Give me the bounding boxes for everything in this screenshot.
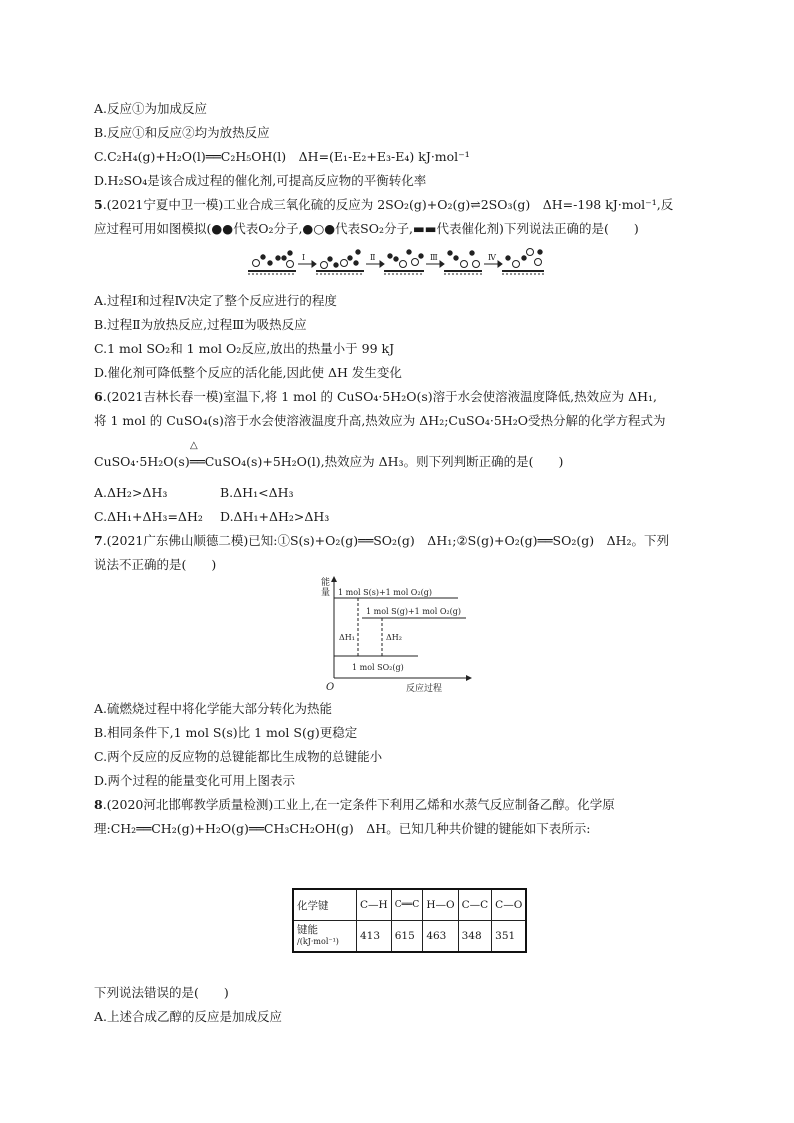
table-cell: C—C — [458, 889, 492, 921]
step-label-2: Ⅱ — [370, 253, 376, 262]
q4-option-a: A.反应①为加成反应 — [94, 101, 208, 116]
q7-option-d: D.两个过程的能量变化可用上图表示 — [94, 773, 296, 788]
q8-stem-line2: 理:CH₂══CH₂(g)+H₂O(g)══CH₃CH₂OH(g) ΔH。已知几种共价键的键能如下表所示: — [94, 821, 591, 836]
table-cell: 351 — [492, 921, 527, 953]
table-cell: H—O — [423, 889, 458, 921]
bond-energy-table — [292, 888, 527, 953]
table-header-bond: 化学键 — [293, 889, 357, 921]
q6-stem-line1 — [94, 387, 657, 407]
q5-number: 5 — [94, 197, 103, 212]
q8-number: 8 — [94, 797, 103, 812]
q5-option-d: D.催化剂可降低整个反应的活化能,因此使 ΔH 发生变化 — [94, 365, 402, 380]
q6-option-b: B.ΔH₁<ΔH₃ — [220, 485, 294, 500]
q6-stem-line3: CuSO₄·5H₂O(s)══CuSO₄(s)+5H₂O(l),热效应为 ΔH₃。则下列判断正确的是( ) — [94, 454, 564, 469]
table-cell: 463 — [423, 921, 458, 953]
q6-option-d: D.ΔH₁+ΔH₂>ΔH₃ — [220, 509, 330, 524]
q5-stem-text: .(2021宁夏中卫一模)工业合成三氧化硫的反应为 2SO₂(g)+O₂(g)⇌2SO₃(g) ΔH=-198 kJ·mol⁻¹,反 — [102, 197, 674, 212]
q7-stem-text: .(2021广东佛山顺德二模)已知:①S(s)+O₂(g)══SO₂(g) ΔH₁;②S(g)+O₂(g)══SO₂(g) ΔH₂。下列 — [102, 533, 670, 548]
origin-label: O — [326, 682, 335, 693]
table-cell: C—O — [492, 889, 527, 921]
level1-label: 1 mol S(s)+1 mol O₂(g) — [338, 588, 432, 597]
step-label-4: Ⅳ — [488, 253, 496, 262]
q5-option-c: C.1 mol SO₂和 1 mol O₂反应,放出的热量小于 99 kJ — [94, 341, 395, 356]
q4-option-c: C.C₂H₄(g)+H₂O(l)══C₂H₅OH(l) ΔH=(E₁-E₂+E₃-E₄) kJ·mol⁻¹ — [94, 149, 470, 164]
q8-question: 下列说法错误的是( ) — [94, 985, 229, 1000]
x-axis-label: 反应过程 — [406, 684, 443, 694]
q4-option-b: B.反应①和反应②均为放热反应 — [94, 125, 270, 140]
step-label-1: Ⅰ — [302, 253, 306, 262]
q6-number: 6 — [94, 389, 103, 404]
q7-number: 7 — [94, 533, 103, 548]
y-axis-label-2: 量 — [321, 588, 331, 598]
q5-option-a: A.过程Ⅰ和过程Ⅳ决定了整个反应进行的程度 — [94, 293, 337, 308]
q5-option-b: B.过程Ⅱ为放热反应,过程Ⅲ为吸热反应 — [94, 317, 307, 332]
level3-label: 1 mol SO₂(g) — [352, 663, 404, 672]
q8-option-a: A.上述合成乙醇的反应是加成反应 — [94, 1009, 283, 1024]
q6-stem-text: .(2021吉林长春一模)室温下,将 1 mol 的 CuSO₄·5H₂O(s)溶于水会使溶液温度降低,热效应为 ΔH₁, — [102, 389, 657, 404]
table-cell: 615 — [391, 921, 423, 953]
table-cell: 348 — [458, 921, 492, 953]
table-row — [293, 921, 526, 953]
q6-stem-line2: 将 1 mol 的 CuSO₄(s)溶于水会使溶液温度升高,热效应为 ΔH₂;CuSO₄·5H₂O受热分解的化学方程式为 — [94, 413, 666, 428]
heat-symbol: △ — [190, 440, 198, 451]
energy-header-label: 键能 — [297, 924, 318, 936]
table-header-energy — [293, 921, 357, 953]
q6-option-a: A.ΔH₂>ΔH₃ — [94, 485, 168, 500]
step-label-3: Ⅲ — [430, 253, 438, 262]
q5-stem-line2: 应过程可用如图模拟(●●代表O₂分子,●○●代表SO₂分子,▬▬代表催化剂)下列说法正确的是( ) — [94, 221, 639, 236]
dh2-label: ΔH₂ — [386, 633, 402, 642]
q7-option-c: C.两个反应的反应物的总键能都比生成物的总键能小 — [94, 749, 383, 764]
q7-energy-diagram — [318, 574, 476, 696]
q7-option-a: A.硫燃烧过程中将化学能大部分转化为热能 — [94, 701, 333, 716]
q8-stem-line1 — [94, 795, 615, 815]
q8-stem-text: .(2020河北邯郸教学质量检测)工业上,在一定条件下利用乙烯和水蒸气反应制备乙醇。化学原 — [102, 797, 615, 812]
q5-process-diagram — [246, 244, 546, 280]
q7-stem-line1 — [94, 531, 669, 551]
q6-option-c: C.ΔH₁+ΔH₃=ΔH₂ — [94, 509, 203, 524]
q7-stem-line2: 说法不正确的是( ) — [94, 557, 217, 572]
dh1-label: ΔH₁ — [339, 633, 355, 642]
table-row — [293, 889, 526, 921]
table-cell: C══C — [391, 889, 423, 921]
table-cell: C—H — [357, 889, 392, 921]
table-cell: 413 — [357, 921, 392, 953]
y-axis-label-1: 能 — [321, 578, 331, 588]
q4-option-d: D.H₂SO₄是该合成过程的催化剂,可提高反应物的平衡转化率 — [94, 173, 427, 188]
q5-stem-line1 — [94, 195, 673, 215]
energy-header-unit: /(kJ·mol⁻¹) — [297, 937, 339, 946]
q7-option-b: B.相同条件下,1 mol S(s)比 1 mol S(g)更稳定 — [94, 725, 358, 740]
level2-label: 1 mol S(g)+1 mol O₂(g) — [366, 607, 461, 616]
